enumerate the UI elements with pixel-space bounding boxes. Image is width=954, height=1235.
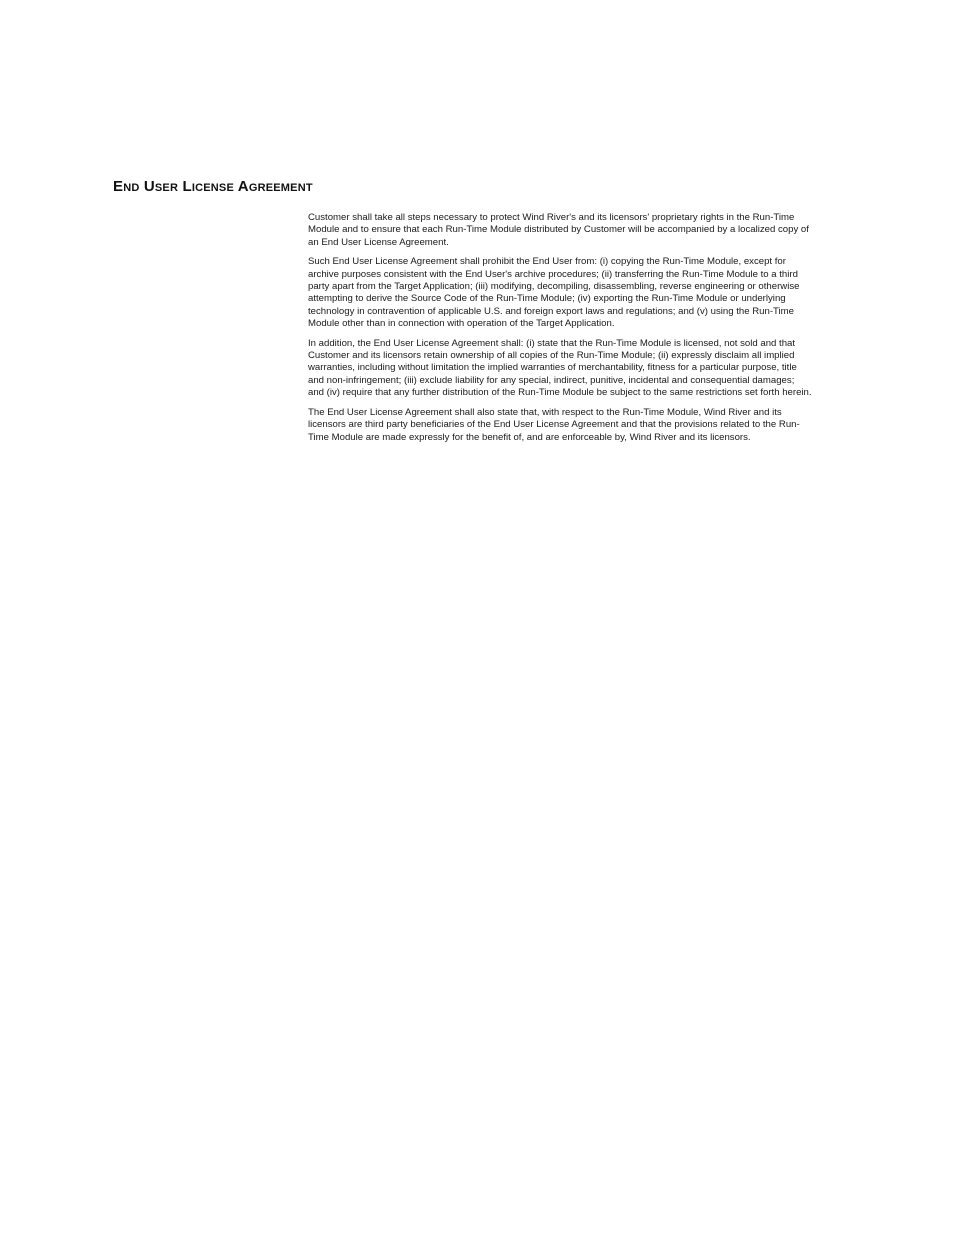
paragraph-requirements: In addition, the End User License Agreement shall: (i) state that the Run-Time Module is licensed, not sold and that Customer and its licensors retain ownership of all copies of the Run-Time Module; (ii) expressly disclaim all implied warranties, including without limitation the implied warranties of merchantability, fitness for a particular purpose, title and non-infringement; (iii) exclude liability for any special, indirect, punitive, incidental and consequential damages; and (iv) require that any further distribution of the Run-Time Module be subject to the same restrictions set forth herein. — [308, 337, 812, 399]
paragraph-prohibitions: Such End User License Agreement shall prohibit the End User from: (i) copying the Run-Time Module, except for archive purposes consistent with the End User's archive procedures; (ii) transferring the Run-Time Module to a third party apart from the Target Application; (iii) modifying, decompiling, disassembling, reverse engineering or otherwise attempting to derive the Source Code of the Run-Time Module; (iv) exporting the Run-Time Module or underlying technology in contravention of applicable U.S. and foreign export laws and regulations; and (v) using the Run-Time Module other than in connection with operation of the Target Application. — [308, 256, 800, 330]
paragraph-beneficiaries: The End User License Agreement shall also state that, with respect to the Run-Time Module, Wind River and its licensors are third party beneficiaries of the End User License Agreement and that the provisions related to the Run-Time Module are made expressly for the benefit of, and are enforceable by, Wind River and its licensors. — [308, 406, 800, 443]
page-title: End User License Agreement — [113, 178, 313, 195]
paragraph-protection: Customer shall take all steps necessary to protect Wind River's and its licensors' proprietary rights in the Run-Time Module and to ensure that each Run-Time Module distributed by Customer will be accompanied by a localized copy of an End User License Agreement. — [308, 212, 809, 248]
document-body — [308, 212, 812, 451]
